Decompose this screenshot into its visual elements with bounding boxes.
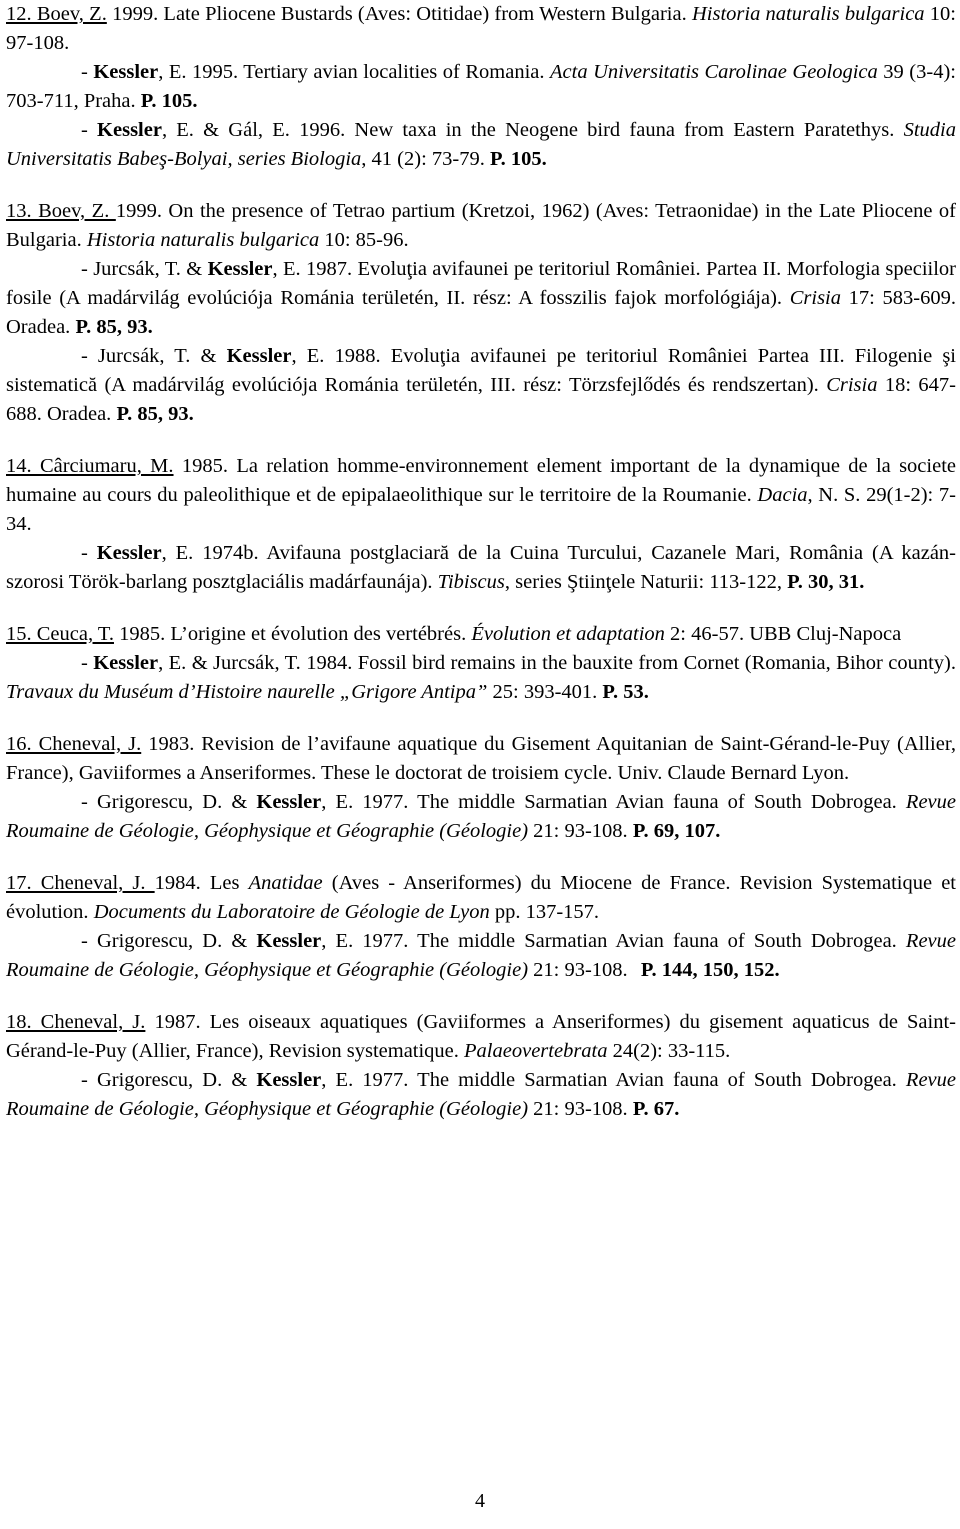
ref-pages: P. 144, 150, 152.: [640, 959, 780, 981]
ref-journal: Revue Roumaine de Géologie, Géophysique et Géographie (Géologie): [6, 1069, 956, 1120]
ref-pages: P. 53.: [602, 681, 649, 703]
ref-author-bold: Kessler: [207, 258, 273, 280]
ref-text: , E. 1988. Evoluţia avifaunei pe teritoriul României Partea III. Filogenie şi sistematică (A madárvilág evolúciója Románia területén, III. rész: Törzsfejlődés és rendszertan).: [6, 345, 956, 396]
ref-text: , E. 1977. The middle Sarmatian Avian fauna of South Dobrogea.: [321, 1069, 906, 1091]
entry-text: 1999. Late Pliocene Bustards (Aves: Otitidae) from Western Bulgaria.: [106, 3, 692, 25]
ref-journal: Revue Roumaine de Géologie, Géophysique et Géographie (Géologie): [6, 930, 956, 981]
citation-ref: [6, 788, 956, 846]
entry-journal: Évolution et adaptation: [471, 623, 665, 645]
entry-text: 1987. Les oiseaux aquatiques (Gaviiformes a Anseriformes) du gisement aquaticus de Saint-Gérand-le-Puy (Allier, France), Revision systematique.: [6, 1011, 956, 1062]
ref-text: 21: 93-108.: [528, 959, 633, 981]
entry-author: 12. Boev, Z.: [6, 3, 107, 25]
entry-journal: Palaeovertebrata: [464, 1040, 608, 1062]
entry-text: pp. 137-157.: [489, 901, 600, 923]
ref-author-bold: Kessler: [97, 119, 162, 141]
entry-text: 24(2): 33-115.: [607, 1040, 731, 1062]
citation-ref: [6, 649, 956, 707]
ref-text: 18: 647-688. Oradea.: [6, 374, 956, 425]
entry-author: 18. Cheneval, J.: [6, 1011, 146, 1033]
ref-prefix: - Jurcsák, T. &: [81, 258, 208, 280]
ref-text: , E. & Gál, E. 1996. New taxa in the Neogene bird fauna from Eastern Paratethys.: [161, 119, 904, 141]
citation-ref: [6, 255, 956, 342]
bibliography-entry: [6, 1008, 956, 1124]
citation-ref: [6, 927, 956, 985]
entry-text: 2: 46-57. UBB Cluj-Napoca: [664, 623, 902, 645]
ref-journal: Studia Universitatis Babeş-Bolyai, series Biologia: [6, 119, 957, 170]
ref-pages: P. 105.: [140, 90, 198, 112]
entry-text: 1999. On the presence of Tetrao partium (Kretzoi, 1962) (Aves: Tetraonidae) in the Late Pliocene of Bulgaria.: [6, 200, 956, 251]
entry-main: [6, 730, 956, 788]
entry-main: [6, 620, 956, 649]
ref-text: 39 (3-4): 703-711, Praha.: [6, 61, 956, 112]
citation-ref: [6, 1066, 956, 1124]
entry-journal: Historia naturalis bulgarica: [691, 3, 925, 25]
entry-text: 10: 85-96.: [319, 229, 409, 251]
ref-prefix: - Grigorescu, D. &: [81, 791, 257, 813]
ref-journal: Travaux du Muséum d’Histoire naurelle „Grigore Antipa”: [6, 681, 488, 703]
citation-ref: [6, 116, 956, 174]
bibliography-entry: [6, 620, 956, 707]
entry-text: 1983. Revision de l’avifaune aquatique du Gisement Aquitanian de Saint-Gérand-le-Puy (Allier, France), Gaviiformes a Anseriformes. These le doctorat de troisiem cycle. Univ. Claude Bernard Lyon.: [6, 733, 956, 784]
entry-author: 15. Ceuca, T.: [6, 623, 114, 645]
ref-pages: P. 85, 93.: [116, 403, 194, 425]
ref-pages: P. 105.: [489, 148, 547, 170]
ref-text: , series Ştiinţele Naturii: 113-122,: [504, 571, 788, 593]
ref-prefix: -: [81, 652, 94, 674]
ref-prefix: -: [81, 542, 97, 564]
entry-text: 1985. La relation homme-environnement element important de la dynamique de la societe humaine au cours du paleolithique et de epipalaeolithique sur le territoire de la Roumanie.: [6, 455, 956, 506]
ref-text: , E. 1977. The middle Sarmatian Avian fauna of South Dobrogea.: [321, 791, 906, 813]
ref-journal: Tibiscus: [437, 571, 505, 593]
ref-pages: P. 69, 107.: [632, 820, 721, 842]
citation-ref: [6, 539, 956, 597]
ref-prefix: -: [81, 61, 94, 83]
ref-author-bold: Kessler: [93, 61, 159, 83]
ref-author-bold: Kessler: [226, 345, 292, 367]
ref-journal: Crisia: [789, 287, 841, 309]
bibliography-entry: [6, 730, 956, 846]
entry-text: 1985. L’origine et évolution des vertébrés.: [113, 623, 472, 645]
ref-pages: P. 30, 31.: [787, 571, 865, 593]
entry-journal: Historia naturalis bulgarica: [86, 229, 320, 251]
entry-main: [6, 452, 956, 539]
ref-text: 17: 583-609. Oradea.: [6, 287, 956, 338]
ref-text: , E. & Jurcsák, T. 1984. Fossil bird remains in the bauxite from Cornet (Romania, Bihor county).: [158, 652, 957, 674]
entry-author: 17. Cheneval, J.: [6, 872, 155, 894]
entry-text: 10: 97-108.: [6, 3, 956, 54]
citation-ref: [6, 342, 956, 429]
ref-journal: Acta Universitatis Carolinae Geologica: [550, 61, 878, 83]
ref-text: 21: 93-108.: [528, 820, 633, 842]
ref-author-bold: Kessler: [256, 1069, 322, 1091]
page-number: 4: [475, 1490, 485, 1512]
entry-journal: Documents du Laboratoire de Géologie de Lyon: [93, 901, 490, 923]
bibliography-entry: [6, 869, 956, 985]
entry-text: (Aves - Anseriformes) du Miocene de France. Revision Systematique et évolution.: [6, 872, 956, 923]
bibliography-entry: [6, 0, 956, 174]
entry-author: 16. Cheneval, J.: [6, 733, 142, 755]
entry-main: [6, 197, 956, 255]
entry-main: [6, 1008, 956, 1066]
ref-author-bold: Kessler: [93, 652, 159, 674]
entry-taxon: Anatidae: [248, 872, 323, 894]
entry-main: [6, 869, 956, 927]
bibliography: [6, 0, 956, 1124]
ref-text: , E. 1995. Tertiary avian localities of Romania.: [158, 61, 551, 83]
entry-text: , N. S. 29(1-2): 7-34.: [6, 484, 956, 535]
ref-text: , E. 1974b. Avifauna postglaciară de la Cuina Turcului, Cazanele Mari, România (A kazán-szorosi Török-barlang posztglaciális madárfaunája).: [6, 542, 957, 593]
ref-text: , E. 1987. Evoluţia avifaunei pe teritoriul României. Partea II. Morfologia speciilor fosile (A madárvilág evolúciója Románia területén, II. rész: A fosszilis fajok morfológiája).: [6, 258, 956, 309]
ref-prefix: - Jurcsák, T. &: [81, 345, 227, 367]
entry-author: 13. Boev, Z.: [6, 200, 116, 222]
ref-prefix: - Grigorescu, D. &: [81, 930, 257, 952]
ref-text: 25: 393-401.: [487, 681, 603, 703]
entry-text: 1984. Les: [154, 872, 249, 894]
entry-author: 14. Cârciumaru, M.: [6, 455, 174, 477]
ref-journal: Revue Roumaine de Géologie, Géophysique et Géographie (Géologie): [6, 791, 956, 842]
ref-prefix: -: [81, 119, 98, 141]
ref-pages: P. 67.: [632, 1098, 680, 1120]
ref-text: , E. 1977. The middle Sarmatian Avian fauna of South Dobrogea.: [321, 930, 906, 952]
ref-author-bold: Kessler: [96, 542, 162, 564]
entry-main: [6, 0, 956, 58]
bibliography-entry: [6, 197, 956, 429]
ref-text: , 41 (2): 73-79.: [361, 148, 490, 170]
ref-prefix: - Grigorescu, D. &: [81, 1069, 257, 1091]
ref-pages: P. 85, 93.: [75, 316, 153, 338]
ref-author-bold: Kessler: [256, 791, 322, 813]
entry-journal: Dacia: [757, 484, 808, 506]
ref-author-bold: Kessler: [256, 930, 322, 952]
bibliography-entry: [6, 452, 956, 597]
citation-ref: [6, 58, 956, 116]
ref-journal: Crisia: [826, 374, 878, 396]
ref-text: 21: 93-108.: [528, 1098, 633, 1120]
